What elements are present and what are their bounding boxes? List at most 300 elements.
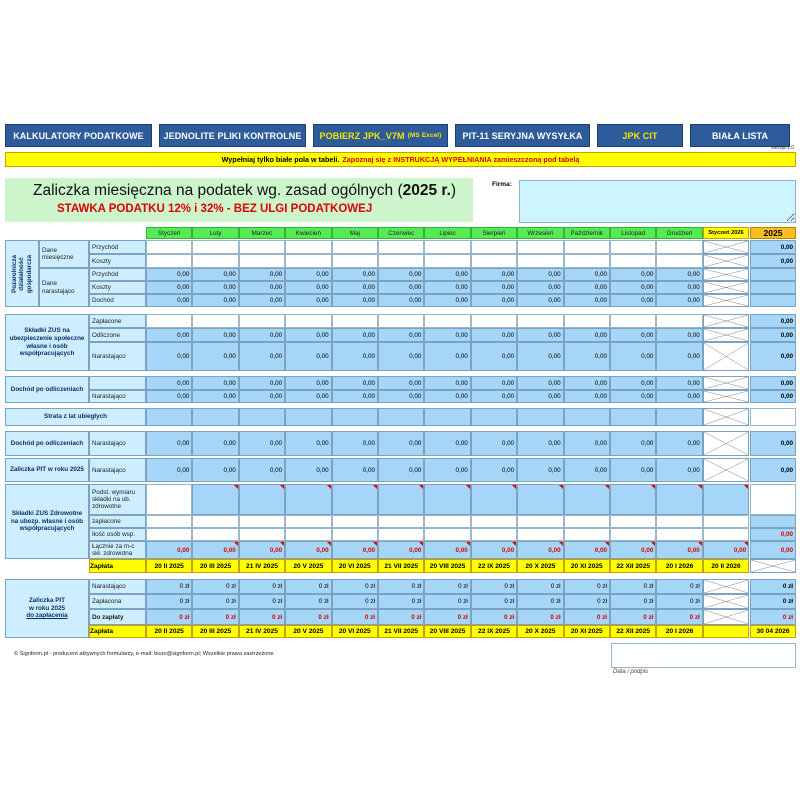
losses-4 [285,408,331,426]
row-label-to-pay: Do zapłaty [89,609,146,625]
disabled-cell [703,609,749,625]
zus-paid-input-5[interactable] [332,314,378,328]
income-ded-cum-3: 0,00 [239,390,285,403]
month-header: Październik [564,227,610,239]
costs-cum-7: 0,00 [424,281,470,294]
income-ded-monthly-2: 0,00 [192,376,238,390]
health-total-1: 0,00 [146,541,192,559]
revenue-input-2[interactable] [192,240,238,254]
persons-count-input-11[interactable] [610,528,656,541]
disabled-cell [703,314,749,328]
section-income-after-deductions-2: Dochód po odliczeniach [5,431,89,456]
zus-payment-date: 21 VII 2025 [378,559,424,573]
disabled-cell [703,281,749,294]
revenue-cum-4: 0,00 [285,268,331,281]
pit-due-cum-2: 0 zł [192,579,238,594]
persons-count-input-12[interactable] [656,528,702,541]
zus-deducted-10: 0,00 [564,328,610,342]
health-paid-input-13[interactable] [703,515,749,528]
costs-cum-1: 0,00 [146,281,192,294]
pit-due-cum-1: 0 zł [146,579,192,594]
income-cum-1: 0,00 [146,294,192,307]
costs-input-6[interactable] [378,254,424,268]
zus-payment-date: 20 VIII 2025 [424,559,470,573]
costs-input-9[interactable] [517,254,563,268]
health-total-5: 0,00 [332,541,378,559]
nav-button-6[interactable] [690,124,790,147]
health-paid-input-4[interactable] [285,515,331,528]
costs-cum-5: 0,00 [332,281,378,294]
zus-payment-date: 20 II 2025 [146,559,192,573]
income-ded2-cum-10: 0,00 [564,431,610,456]
zus-paid-input-3[interactable] [239,314,285,328]
pit-paid-11: 0 zł [610,594,656,609]
income-ded2-cum-9: 0,00 [517,431,563,456]
income-cum-7: 0,00 [424,294,470,307]
pit-due-cum-10: 0 zł [564,579,610,594]
income-ded-cum-7: 0,00 [424,390,470,403]
section-income-after-deductions: Dochód po odliczeniach [5,376,89,403]
section-health-contributions: Składki ZUS Zdrowotne na ubezp. własne i osób współpracujących [5,484,89,559]
disabled-cell [703,458,749,482]
row-label-health-total: Łącznie za m-c skł. zdrowotna [89,541,146,559]
losses-8 [471,408,517,426]
revenue-input-8[interactable] [471,240,517,254]
zus-payment-date: 22 XII 2025 [610,559,656,573]
year-header: 2025 [750,227,796,239]
revenue-input-9[interactable] [517,240,563,254]
costs-cum-4: 0,00 [285,281,331,294]
costs-input-total: 0,00 [750,254,796,268]
zus-deducted-11: 0,00 [610,328,656,342]
income-ded-monthly-4: 0,00 [285,376,331,390]
health-base-5 [332,484,378,515]
costs-input-7[interactable] [424,254,470,268]
disabled-cell [703,268,749,281]
pit-payment-date: 20 X 2025 [517,625,563,638]
row-label-costs: Koszty [89,254,146,268]
pit-paid-8: 0 zł [471,594,517,609]
pit-to-pay-total: 0 zł [750,609,796,625]
costs-cum-8: 0,00 [471,281,517,294]
costs-cum-2: 0,00 [192,281,238,294]
row-label-paid: Zapłacona [89,594,146,609]
pit-payment-date: 20 III 2025 [192,625,238,638]
costs-cum-9: 0,00 [517,281,563,294]
health-total-7: 0,00 [424,541,470,559]
zus-paid-input-9[interactable] [517,314,563,328]
income-cum-4: 0,00 [285,294,331,307]
revenue-input-4[interactable] [285,240,331,254]
losses-2 [192,408,238,426]
health-paid-input-2[interactable] [192,515,238,528]
health-total-10: 0,00 [564,541,610,559]
revenue-cum-8: 0,00 [471,268,517,281]
health-total-year: 0,00 [750,541,796,559]
nav-button-5[interactable] [597,124,683,147]
revenue-input-total: 0,00 [750,240,796,254]
revenue-cum-12: 0,00 [656,268,702,281]
pit-payment-date: 22 XII 2025 [610,625,656,638]
persons-count-input-3[interactable] [239,528,285,541]
costs-input-11[interactable] [610,254,656,268]
pit-payment-date: 20 I 2026 [656,625,702,638]
health-base-4 [285,484,331,515]
losses-total[interactable] [750,408,796,426]
health-base-2 [192,484,238,515]
losses-10 [564,408,610,426]
health-base-3 [239,484,285,515]
health-base-8 [471,484,517,515]
month-header-next-year: Styczeń 2026 [703,227,749,239]
health-total-2: 0,00 [192,541,238,559]
nav-button-4[interactable] [455,124,590,147]
income-ded-monthly-12: 0,00 [656,376,702,390]
revenue-input-7[interactable] [424,240,470,254]
pit-to-pay-2: 0 zł [192,609,238,625]
persons-count-input-9[interactable] [517,528,563,541]
disabled-cell [703,342,749,371]
health-paid-input-10[interactable] [564,515,610,528]
disabled-cell [703,328,749,342]
row-label-health-paid: zapłacone [89,515,146,528]
health-total-12: 0,00 [656,541,702,559]
row-label-cumulative: Narastająco [89,342,146,371]
nav-button-label: BIAŁA LISTA [711,130,769,141]
zus-deducted-2: 0,00 [192,328,238,342]
pit-payment-date: 21 VII 2025 [378,625,424,638]
zus-cumulative-6: 0,00 [378,342,424,371]
pit-to-pay-8: 0 zł [471,609,517,625]
zus-deducted-3: 0,00 [239,328,285,342]
persons-count-input-10[interactable] [564,528,610,541]
pit-paid-10: 0 zł [564,594,610,609]
persons-count-input-total: 0,00 [750,528,796,541]
health-paid-input-12[interactable] [656,515,702,528]
disabled-cell [703,431,749,456]
income-ded2-cum-3: 0,00 [239,431,285,456]
health-paid-input-9[interactable] [517,515,563,528]
pit-advance-cum-5: 0,00 [332,458,378,482]
health-paid-input-7[interactable] [424,515,470,528]
nav-button-1[interactable] [5,124,152,147]
zus-paid-input-6[interactable] [378,314,424,328]
costs-cum-12: 0,00 [656,281,702,294]
pit-due-cum-6: 0 zł [378,579,424,594]
health-paid-input-11[interactable] [610,515,656,528]
pit-payment-date: 22 IX 2025 [471,625,517,638]
health-total-11: 0,00 [610,541,656,559]
zus-paid-input-7[interactable] [424,314,470,328]
zus-deducted-5: 0,00 [332,328,378,342]
firma-label: Firma: [492,181,512,188]
revenue-input-5[interactable] [332,240,378,254]
health-total-6: 0,00 [378,541,424,559]
income-ded2-cum-4: 0,00 [285,431,331,456]
row-label-persons-count: Ilość osób wsp. [89,528,146,541]
health-base-input-1[interactable] [146,484,192,515]
nav-button-2[interactable] [159,124,306,147]
pit-advance-cum-2: 0,00 [192,458,238,482]
pit-advance-cum-12: 0,00 [656,458,702,482]
revenue-cum-1: 0,00 [146,268,192,281]
instruction-link[interactable]: Zapoznaj się z INSTRUKCJĄ WYPEŁNIANIA zamieszczoną pod tabelą [342,155,580,164]
health-base-6 [378,484,424,515]
revenue-input-6[interactable] [378,240,424,254]
pit-due-cum-total: 0 zł [750,579,796,594]
income-ded-monthly-5: 0,00 [332,376,378,390]
costs-cum-3: 0,00 [239,281,285,294]
disabled-cell [703,376,749,390]
disabled-cell [703,390,749,403]
income-ded-monthly-7: 0,00 [424,376,470,390]
income-cum-3: 0,00 [239,294,285,307]
income-ded-monthly-8: 0,00 [471,376,517,390]
persons-count-input-4[interactable] [285,528,331,541]
revenue-input-1[interactable] [146,240,192,254]
health-total-3: 0,00 [239,541,285,559]
zus-paid-input-4[interactable] [285,314,331,328]
nav-button-label: KALKULATORY PODATKOWE [13,130,144,141]
pit-to-pay-6: 0 zł [378,609,424,625]
zus-cumulative-4: 0,00 [285,342,331,371]
pit-to-pay-10: 0 zł [564,609,610,625]
pit-paid-1: 0 zł [146,594,192,609]
pit-payment-date: 20 II 2025 [146,625,192,638]
persons-count-input-13[interactable] [703,528,749,541]
disabled-cell [703,294,749,307]
pit-due-cum-3: 0 zł [239,579,285,594]
income-ded-cum-8: 0,00 [471,390,517,403]
income-cum-9: 0,00 [517,294,563,307]
income-cum-11: 0,00 [610,294,656,307]
costs-cum-11: 0,00 [610,281,656,294]
pit-advance-cum-4: 0,00 [285,458,331,482]
zus-payment-date: 22 IX 2025 [471,559,517,573]
costs-input-5[interactable] [332,254,378,268]
zus-paid-input-2[interactable] [192,314,238,328]
pit-payment-date [703,625,749,638]
pit-to-pay-7: 0 zł [424,609,470,625]
persons-count-input-8[interactable] [471,528,517,541]
zus-paid-input-total: 0,00 [750,314,796,328]
pit-due-cum-12: 0 zł [656,579,702,594]
pit-advance-cum-10: 0,00 [564,458,610,482]
version-label: wersja 1.0 [771,145,794,151]
costs-input-2[interactable] [192,254,238,268]
losses-9 [517,408,563,426]
income-cum-6: 0,00 [378,294,424,307]
persons-count-input-2[interactable] [192,528,238,541]
row-label-cumulative: Narastająco [89,431,146,456]
disabled-cell [703,240,749,254]
revenue-cum-5: 0,00 [332,268,378,281]
zus-paid-input-10[interactable] [564,314,610,328]
section-pit-due [5,579,89,638]
nav-button-sublabel: (MS Excel) [407,132,442,139]
zus-cumulative-5: 0,00 [332,342,378,371]
pit-to-pay-11: 0 zł [610,609,656,625]
zus-deducted-8: 0,00 [471,328,517,342]
costs-input-10[interactable] [564,254,610,268]
row-label-cumulative: Narastająco [89,458,146,482]
zus-deducted-4: 0,00 [285,328,331,342]
nav-button-3[interactable] [313,124,448,147]
costs-input-8[interactable] [471,254,517,268]
pit-paid-12: 0 zł [656,594,702,609]
health-paid-input-1[interactable] [146,515,192,528]
row-label-revenue: Przychód [89,240,146,254]
income-ded2-cum-2: 0,00 [192,431,238,456]
disabled-cell [703,579,749,594]
revenue-input-3[interactable] [239,240,285,254]
month-header: Luty [192,227,238,239]
income-ded-cum-10: 0,00 [564,390,610,403]
page-title: Zaliczka miesięczna na podatek wg. zasad ogólnych (2025 r.) [33,182,457,199]
income-ded2-cum-1: 0,00 [146,431,192,456]
zus-paid-input-1[interactable] [146,314,192,328]
zus-cumulative-2: 0,00 [192,342,238,371]
costs-cum-total [750,281,796,294]
section-label: Zaliczka PIT w roku 2025 do zapłacenia [26,596,68,620]
pit-paid-9: 0 zł [517,594,563,609]
copyright-text: © Signform.pl - producent aktywnych formularzy, e-mail: biuro@signform.pl; Wszelkie prawa zastrzeżone [14,651,274,657]
pit-due-cum-7: 0 zł [424,579,470,594]
disabled-cell [703,408,749,426]
health-total-9: 0,00 [517,541,563,559]
income-ded2-cum-12: 0,00 [656,431,702,456]
health-paid-input-3[interactable] [239,515,285,528]
revenue-input-10[interactable] [564,240,610,254]
row-label-payment-zus: Zapłata [89,559,146,573]
zus-deducted-7: 0,00 [424,328,470,342]
pit-paid-6: 0 zł [378,594,424,609]
income-ded2-cum-5: 0,00 [332,431,378,456]
income-ded-cum-total: 0,00 [750,390,796,403]
persons-count-input-1[interactable] [146,528,192,541]
losses-6 [378,408,424,426]
section-prior-losses: Strata z lat ubiegłych [5,408,146,426]
zus-deducted-12: 0,00 [656,328,702,342]
pit-payment-date: 20 XI 2025 [564,625,610,638]
pit-advance-cum-1: 0,00 [146,458,192,482]
income-ded-monthly-9: 0,00 [517,376,563,390]
zus-deducted-1: 0,00 [146,328,192,342]
persons-count-input-7[interactable] [424,528,470,541]
costs-input-1[interactable] [146,254,192,268]
tax-rate-subtitle: STAWKA PODATKU 12% i 32% - BEZ ULGI PODATKOWEJ [57,203,373,215]
zus-paid-input-8[interactable] [471,314,517,328]
pit-payment-date: 21 IV 2025 [239,625,285,638]
zus-payment-date: 20 XI 2025 [564,559,610,573]
pit-paid-2: 0 zł [192,594,238,609]
persons-count-input-5[interactable] [332,528,378,541]
section-business-activity [5,240,39,307]
zus-cumulative-11: 0,00 [610,342,656,371]
health-base-9 [517,484,563,515]
section-label: Pozarolnicza działalność gospodarcza [10,254,33,293]
zus-paid-input-12[interactable] [656,314,702,328]
group-monthly-data: Dane miesięczne [39,240,89,268]
row-label-revenue-cum: Przychód [89,268,146,281]
income-ded-cum-12: 0,00 [656,390,702,403]
month-header: Lipiec [424,227,470,239]
title-panel [5,178,473,222]
health-paid-input-6[interactable] [378,515,424,528]
losses-7 [424,408,470,426]
revenue-cum-10: 0,00 [564,268,610,281]
pit-advance-cum-3: 0,00 [239,458,285,482]
costs-input-3[interactable] [239,254,285,268]
revenue-cum-11: 0,00 [610,268,656,281]
revenue-cum-total [750,268,796,281]
income-cum-total [750,294,796,307]
zus-paid-input-11[interactable] [610,314,656,328]
group-cumulative-data: Dane narastająco [39,268,89,307]
row-label-health-base: Podst. wymiaru składki na ub. zdrowotne [89,484,146,515]
health-paid-input-5[interactable] [332,515,378,528]
pit-to-pay-5: 0 zł [332,609,378,625]
income-ded-monthly-3: 0,00 [239,376,285,390]
income-ded-monthly-total: 0,00 [750,376,796,390]
health-total-13: 0,00 [703,541,749,559]
pit-paid-4: 0 zł [285,594,331,609]
income-ded2-cum-7: 0,00 [424,431,470,456]
pit-advance-cum-6: 0,00 [378,458,424,482]
income-cum-12: 0,00 [656,294,702,307]
health-paid-input-8[interactable] [471,515,517,528]
zus-cumulative-3: 0,00 [239,342,285,371]
zus-payment-date: 20 III 2025 [192,559,238,573]
month-header: Marzec [239,227,285,239]
zus-cumulative-1: 0,00 [146,342,192,371]
zus-cumulative-9: 0,00 [517,342,563,371]
revenue-cum-3: 0,00 [239,268,285,281]
disabled-cell [703,594,749,609]
health-base-12 [656,484,702,515]
row-label-income-cum: Dochód [89,294,146,307]
pit-to-pay-9: 0 zł [517,609,563,625]
revenue-cum-7: 0,00 [424,268,470,281]
income-cum-2: 0,00 [192,294,238,307]
month-header: Sierpień [471,227,517,239]
firma-field[interactable] [519,180,796,223]
pit-advance-cum-8: 0,00 [471,458,517,482]
revenue-input-12[interactable] [656,240,702,254]
month-header: Styczeń [146,227,192,239]
pit-payment-date-final: 30 04 2026 [750,625,796,638]
zus-deducted-9: 0,00 [517,328,563,342]
pit-advance-cum-total: 0,00 [750,458,796,482]
revenue-cum-9: 0,00 [517,268,563,281]
zus-cumulative-12: 0,00 [656,342,702,371]
zus-cumulative-7: 0,00 [424,342,470,371]
zus-cumulative-10: 0,00 [564,342,610,371]
revenue-input-11[interactable] [610,240,656,254]
row-label-costs-cum: Koszty [89,281,146,294]
signature-field[interactable] [611,643,796,668]
pit-due-cum-9: 0 zł [517,579,563,594]
health-paid-input-total [750,515,796,528]
costs-input-4[interactable] [285,254,331,268]
pit-due-cum-11: 0 zł [610,579,656,594]
costs-input-12[interactable] [656,254,702,268]
zus-cumulative-total: 0,00 [750,342,796,371]
zus-payment-date: 20 V 2025 [285,559,331,573]
persons-count-input-6[interactable] [378,528,424,541]
pit-due-cum-5: 0 zł [332,579,378,594]
health-total-8: 0,00 [471,541,517,559]
